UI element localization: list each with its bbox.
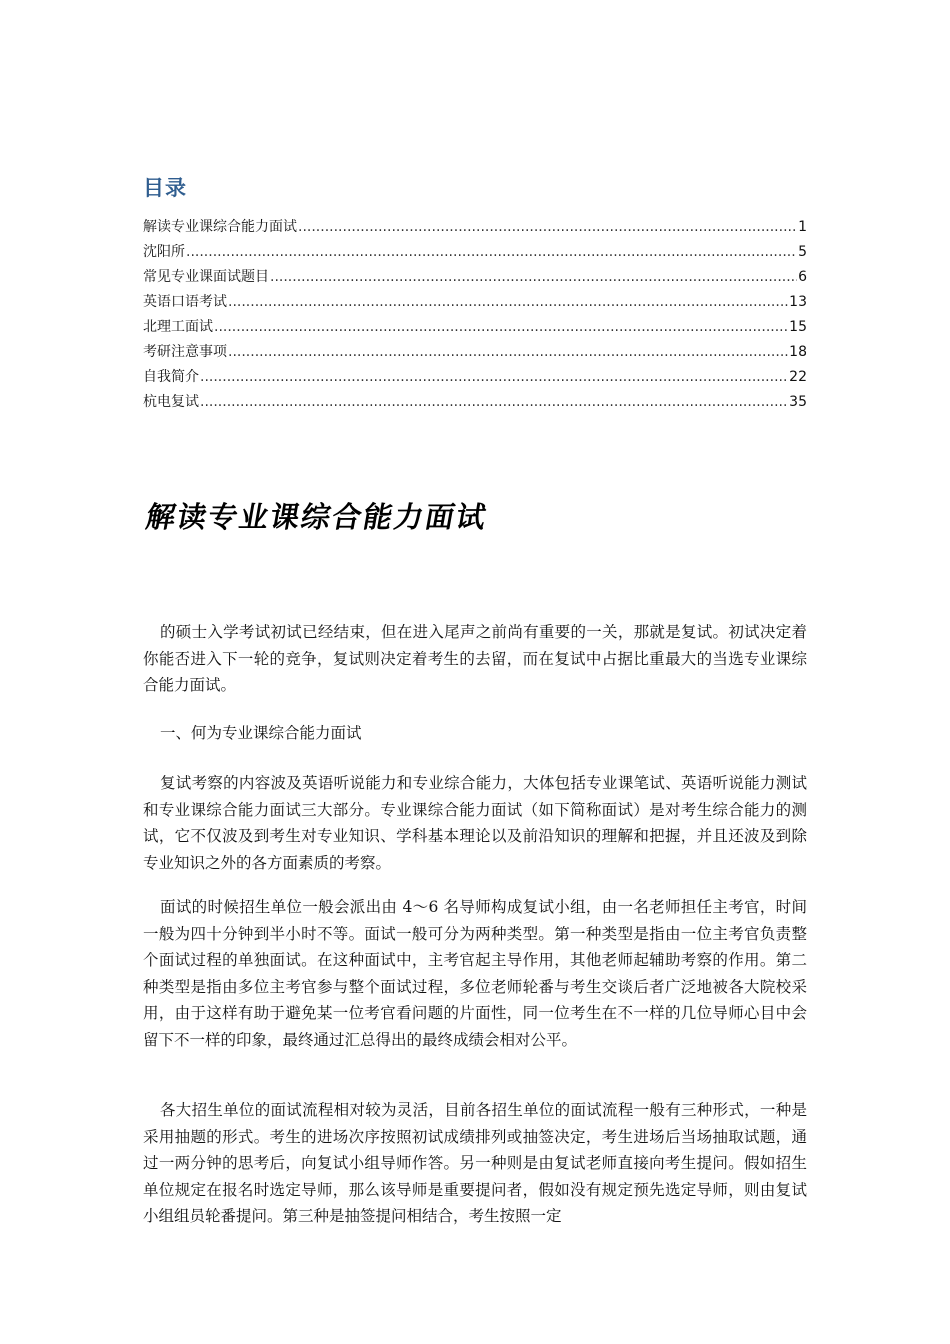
toc-entry[interactable]	[143, 216, 807, 241]
toc-leader-dots	[186, 244, 797, 260]
body-paragraph: 各大招生单位的面试流程相对较为灵活，目前各招生单位的面试流程一般有三种形式，一种是采用抽题的形式。考生的进场次序按照初试成绩排列或抽签决定，考生进场后当场抽取试题，通过一两分钟的思考后，向复试小组导师作答。另一种则是由复试老师直接向考生提问。假如招生单位规定在报名时选定导师，那么该导师是重要提问者，假如没有规定预先选定导师，则由复试小组组员轮番提问。第三种是抽签提问相结合，考生按照一定	[143, 1101, 807, 1225]
toc-title: 目录	[143, 176, 187, 200]
toc-leader-dots	[228, 294, 788, 310]
toc-entry-label: 沈阳所	[143, 244, 185, 260]
toc-entry[interactable]	[143, 316, 807, 341]
toc-entry-page: 5	[798, 244, 807, 260]
toc-entry-page: 1	[798, 219, 807, 235]
toc-entry-label: 常见专业课面试题目	[143, 269, 269, 285]
toc-entry-page: 6	[798, 269, 807, 285]
toc-leader-dots	[214, 319, 788, 335]
toc-entry[interactable]	[143, 366, 807, 391]
toc-entry[interactable]	[143, 291, 807, 316]
toc-entry[interactable]	[143, 241, 807, 266]
toc-leader-dots	[298, 219, 797, 235]
toc-leader-dots	[200, 369, 788, 385]
body-paragraph: 复试考察的内容波及英语听说能力和专业综合能力，大体包括专业课笔试、英语听说能力测试和专业课综合能力面试三大部分。专业课综合能力面试（如下简称面试）是对考生综合能力的测试，它不仅波及到考生对专业知识、学科基本理论以及前沿知识的理解和把握，并且还波及到除专业知识之外的各方面素质的考察。	[143, 774, 807, 872]
section-heading: 一、何为专业课综合能力面试	[160, 724, 362, 742]
toc-entry-page: 18	[789, 344, 807, 360]
toc-leader-dots	[270, 269, 797, 285]
toc-entry-label: 解读专业课综合能力面试	[143, 219, 297, 235]
toc-leader-dots	[200, 394, 788, 410]
toc-entry-page: 22	[789, 369, 807, 385]
toc-entry-label: 考研注意事项	[143, 344, 227, 360]
toc-entry[interactable]	[143, 266, 807, 291]
body-paragraph: 面试的时候招生单位一般会派出由 4～6 名导师构成复试小组，由一名老师担任主考官，时间一般为四十分钟到半小时不等。面试一般可分为两种类型。第一种类型是指由一位主考官负责整个面试过程的单独面试。在这种面试中，主考官起主导作用，其他老师起辅助考察的作用。第二种类型是指由多位主考官参与整个面试过程，多位老师轮番与考生交谈后者广泛地被各大院校采用，由于这样有助于避免某一位考官看问题的片面性，同一位考生在不一样的几位导师心目中会留下不一样的印象，最终通过汇总得出的最终成绩会相对公平。	[143, 898, 807, 1049]
table-of-contents	[143, 216, 807, 416]
toc-leader-dots	[228, 344, 788, 360]
toc-entry-page: 13	[789, 294, 807, 310]
toc-entry-label: 杭电复试	[143, 394, 199, 410]
article-heading: 解读专业课综合能力面试	[143, 500, 491, 534]
toc-entry-page: 35	[789, 394, 807, 410]
toc-entry-label: 自我简介	[143, 369, 199, 385]
toc-entry[interactable]	[143, 391, 807, 416]
body-paragraph: 的硕士入学考试初试已经结束，但在进入尾声之前尚有重要的一关，那就是复试。初试决定着你能否进入下一轮的竞争，复试则决定着考生的去留，而在复试中占据比重最大的当选专业课综合能力面试。	[143, 623, 807, 694]
toc-entry-page: 15	[789, 319, 807, 335]
toc-entry-label: 英语口语考试	[143, 294, 227, 310]
toc-entry-label: 北理工面试	[143, 319, 213, 335]
toc-entry[interactable]	[143, 341, 807, 366]
